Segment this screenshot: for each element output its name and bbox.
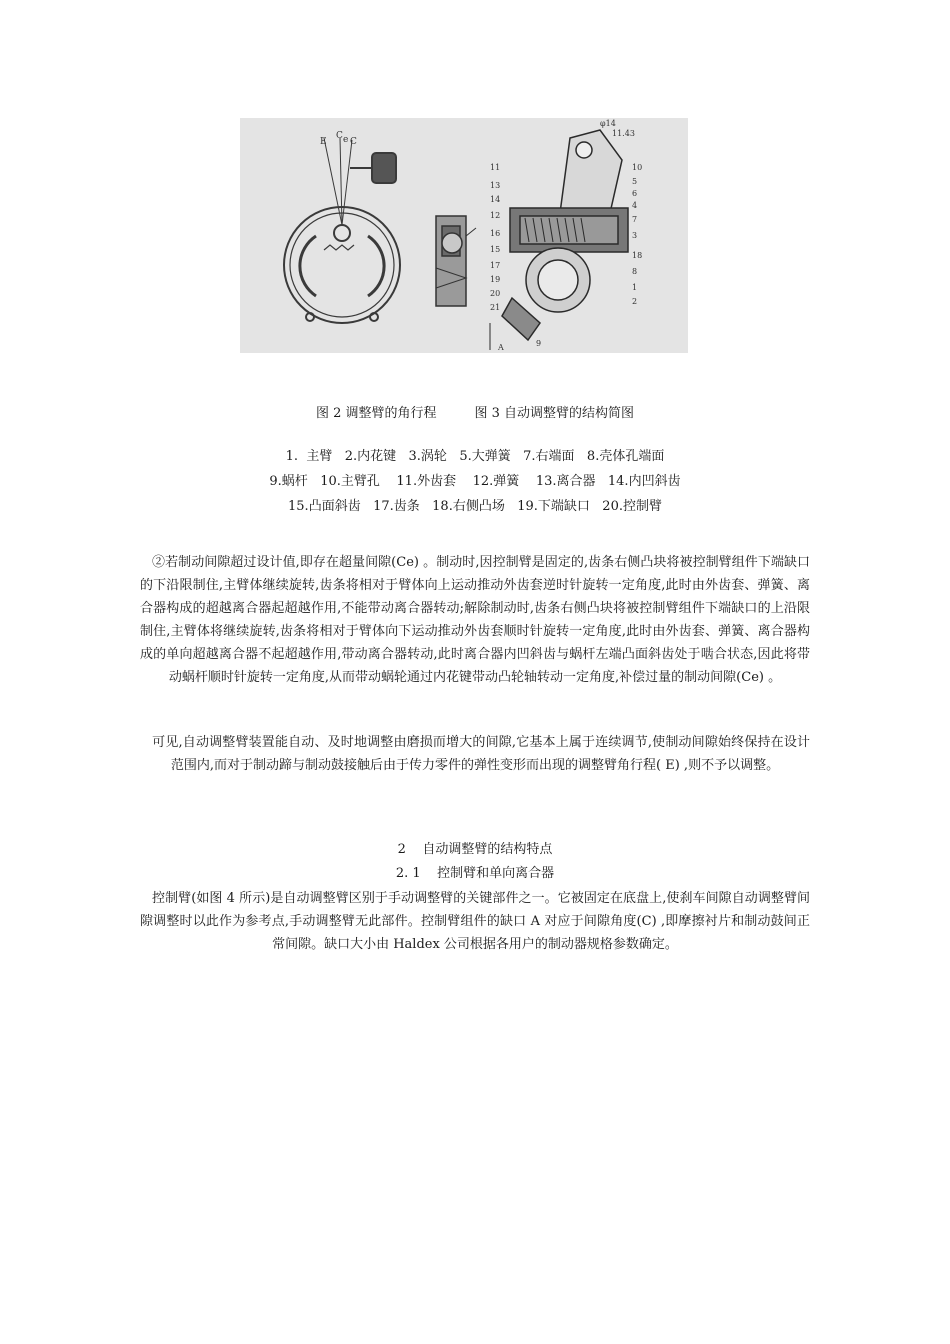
legend-line-3: 15.凸面斜齿 17.齿条 18.右侧凸场 19.下端缺口 20.控制臂: [288, 499, 662, 514]
figure-captions: [0, 406, 950, 422]
label-10: 10: [632, 163, 643, 172]
label-a: A: [498, 343, 504, 352]
paragraph-text: 控制臂(如图 4 所示)是自动调整臂区别于手动调整臂的关键部件之一。它被固定在底盘上,使刹车间隙自动调整臂间隙调整时以此作为参考点,手动调整臂无此部件。控制臂组件的缺口 A 对应于间隙角度(C) ,即摩擦衬片和制动鼓间正常间隙。缺口大小由 Haldex 公司根据各用户的制动器规格参数确定。: [140, 891, 810, 952]
paragraph-conclusion: [140, 731, 810, 777]
caption-fig3: 图 3 自动调整臂的结构简图: [474, 406, 635, 421]
brake-adjuster-diagram: [240, 118, 688, 353]
label-c: C: [350, 137, 357, 147]
caption-fig2: 图 2 调整臂的角行程: [315, 406, 437, 421]
label-12: 12: [490, 211, 501, 220]
brake-drum-drawing: [284, 138, 400, 323]
paragraph-text: 可见,自动调整臂装置能自动、及时地调整由磨损而增大的间隙,它基本上属于连续调节,使制动间隙始终保持在设计范围内,而对于制动蹄与制动鼓接触后由于传力零件的弹性变形而出现的调整臂角行程( E) ,则不予以调整。: [152, 735, 810, 773]
label-14: 14: [490, 195, 501, 204]
label-2: 2: [632, 297, 638, 306]
figure-image: [240, 118, 688, 353]
label-19: 19: [490, 275, 501, 284]
parts-legend: [0, 444, 950, 519]
label-17: 17: [490, 261, 501, 270]
section-heading: 2 自动调整臂的结构特点: [397, 842, 553, 857]
label-16: 16: [490, 229, 501, 238]
label-ce: C: [336, 131, 343, 141]
label-1: 1: [632, 283, 638, 292]
label-1143: 11.43: [612, 129, 635, 138]
label-13: 13: [490, 181, 501, 190]
label-phi14: φ14: [600, 119, 616, 128]
label-4: 4: [632, 201, 638, 210]
section-view-drawing: [436, 216, 476, 306]
label-18: 18: [632, 251, 643, 260]
label-e: E: [320, 137, 327, 147]
label-20: 20: [490, 289, 501, 298]
subsection-heading: 2. 1 控制臂和单向离合器: [395, 866, 555, 881]
label-15: 15: [490, 245, 501, 254]
label-3: 3: [632, 231, 638, 240]
label-5: 5: [632, 177, 638, 186]
paragraph-text: ②若制动间隙超过设计值,即存在超量间隙(Ce) 。制动时,因控制臂是固定的,齿条右侧凸块将被控制臂组件下端缺口的下沿限制住,主臂体继续旋转,齿条将相对于臂体向上运动推动外齿套逆时针旋转一定角度,此时由外齿套、弹簧、离合器构成的超越离合器起超越作用,不能带动离合器转动;解除制动时,齿条右侧凸块将被控制臂组件下端缺口的上沿限制住,主臂体将继续旋转,齿条将相对于臂体向下运动推动外齿套顺时针旋转一定角度,此时由外齿套、弹簧、离合器构成的单向超越离合器不起超越作用,带动离合器转动,此时离合器内凹斜齿与蜗杆左端凸面斜齿处于啮合状态,因此将带动蜗杆顺时针旋转一定角度,从而带动蜗轮通过内花键带动凸轮轴转动一定角度,补偿过量的制动间隙(Ce) 。: [140, 555, 810, 685]
label-8: 8: [632, 267, 638, 276]
slack-adjuster-drawing: [490, 130, 628, 350]
paragraph-excess-clearance: [140, 551, 810, 689]
label-9: 9: [536, 339, 542, 348]
paragraph-control-arm: [140, 887, 810, 956]
legend-line-1: 1. 主臂 2.内花键 3.涡轮 5.大弹簧 7.右端面 8.壳体孔端面: [285, 449, 665, 464]
label-11: 11: [490, 163, 501, 172]
label-21: 21: [490, 303, 501, 312]
legend-line-2: 9.蜗杆 10.主臂孔 11.外齿套 12.弹簧 13.离合器 14.内凹斜齿: [269, 474, 681, 489]
label-7: 7: [632, 215, 638, 224]
label-ce-sub: e: [343, 135, 349, 145]
label-6: 6: [632, 189, 638, 198]
